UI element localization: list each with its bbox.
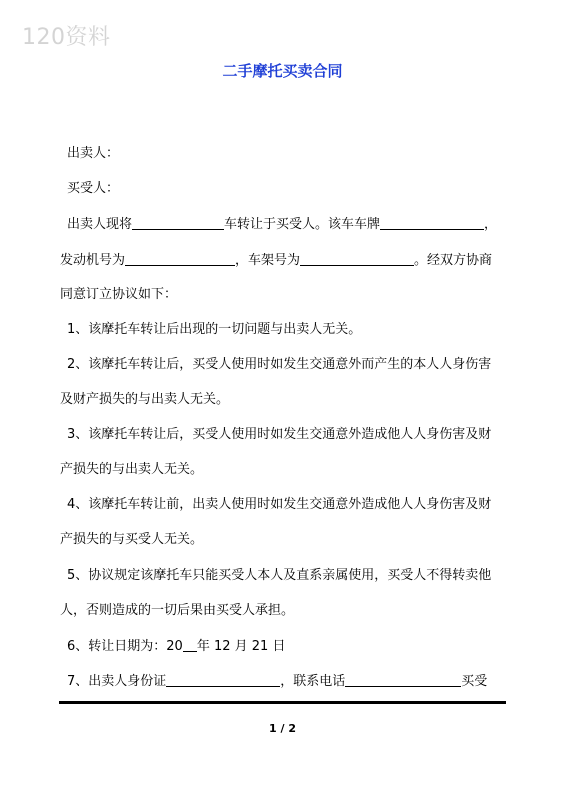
clause-4-line-1 — [0, 496, 565, 514]
vehicle-blank — [132, 215, 224, 230]
clause-text: 1、该摩托车转让后出现的一切问题与出卖人无关。 — [67, 322, 362, 337]
text-segment: 出卖人现将 — [67, 217, 133, 232]
clause-4-line-2 — [0, 531, 565, 549]
buyer-label: 买受人： — [67, 181, 120, 196]
year-blank — [183, 637, 197, 652]
clause-text: 产损失的与出卖人无关。 — [60, 462, 204, 477]
clause-text: 产损失的与买受人无关。 — [60, 532, 204, 547]
text-segment: 发动机号为 — [60, 253, 126, 268]
clause-7 — [0, 672, 565, 691]
clause-3-line-1 — [0, 426, 565, 444]
clause-text: 2、该摩托车转让后，买受人使用时如发生交通意外而产生的本人人身伤害 — [67, 357, 492, 372]
text-segment: 同意订立协议如下： — [60, 287, 178, 302]
text-segment: 6、转让日期为：20 — [67, 639, 183, 654]
paragraph-agree — [0, 286, 565, 304]
clause-text: 3、该摩托车转让后，买受人使用时如发生交通意外造成他人人身伤害及财 — [67, 427, 492, 442]
plate-blank — [380, 215, 484, 230]
footer-rule — [59, 701, 506, 704]
watermark: 120资料 — [22, 25, 111, 50]
paragraph-engine — [0, 251, 565, 270]
text-segment: ，车架号为 — [235, 253, 301, 268]
clause-text: 4、该摩托车转让前，出卖人使用时如发生交通意外造成他人人身伤害及财 — [67, 497, 492, 512]
clause-5-line-2 — [0, 602, 565, 620]
clause-6 — [0, 637, 565, 656]
buyer-line — [0, 180, 565, 198]
text-segment: 买受 — [461, 674, 488, 689]
seller-line — [0, 145, 565, 163]
clause-1 — [0, 321, 565, 339]
text-segment: 7、出卖人身份证 — [67, 674, 167, 689]
id-card-blank — [166, 672, 280, 687]
frame-number-blank — [300, 251, 414, 266]
document-title: 二手摩托买卖合同 — [222, 62, 343, 80]
phone-blank — [345, 672, 461, 687]
seller-label: 出卖人： — [67, 146, 120, 161]
paragraph-transfer — [0, 215, 565, 234]
clause-5-line-1 — [0, 567, 565, 585]
page-number: 1 / 2 — [269, 722, 296, 735]
text-segment: 。经双方协商 — [414, 253, 493, 268]
clause-3-line-2 — [0, 461, 565, 479]
clause-2-line-1 — [0, 356, 565, 374]
engine-number-blank — [125, 251, 235, 266]
clause-text: 5、协议规定该摩托车只能买受人本人及直系亲属使用，买受人不得转卖他 — [67, 568, 492, 583]
text-segment: 车转让于买受人。该车车牌 — [224, 217, 381, 232]
clause-2-line-2 — [0, 391, 565, 409]
text-segment: 年 12 月 21 日 — [196, 639, 286, 654]
text-segment: ， — [484, 217, 498, 232]
text-segment: ，联系电话 — [280, 674, 346, 689]
clause-text: 人，否则造成的一切后果由买受人承担。 — [60, 603, 295, 618]
clause-text: 及财产损失的与出卖人无关。 — [60, 392, 230, 407]
